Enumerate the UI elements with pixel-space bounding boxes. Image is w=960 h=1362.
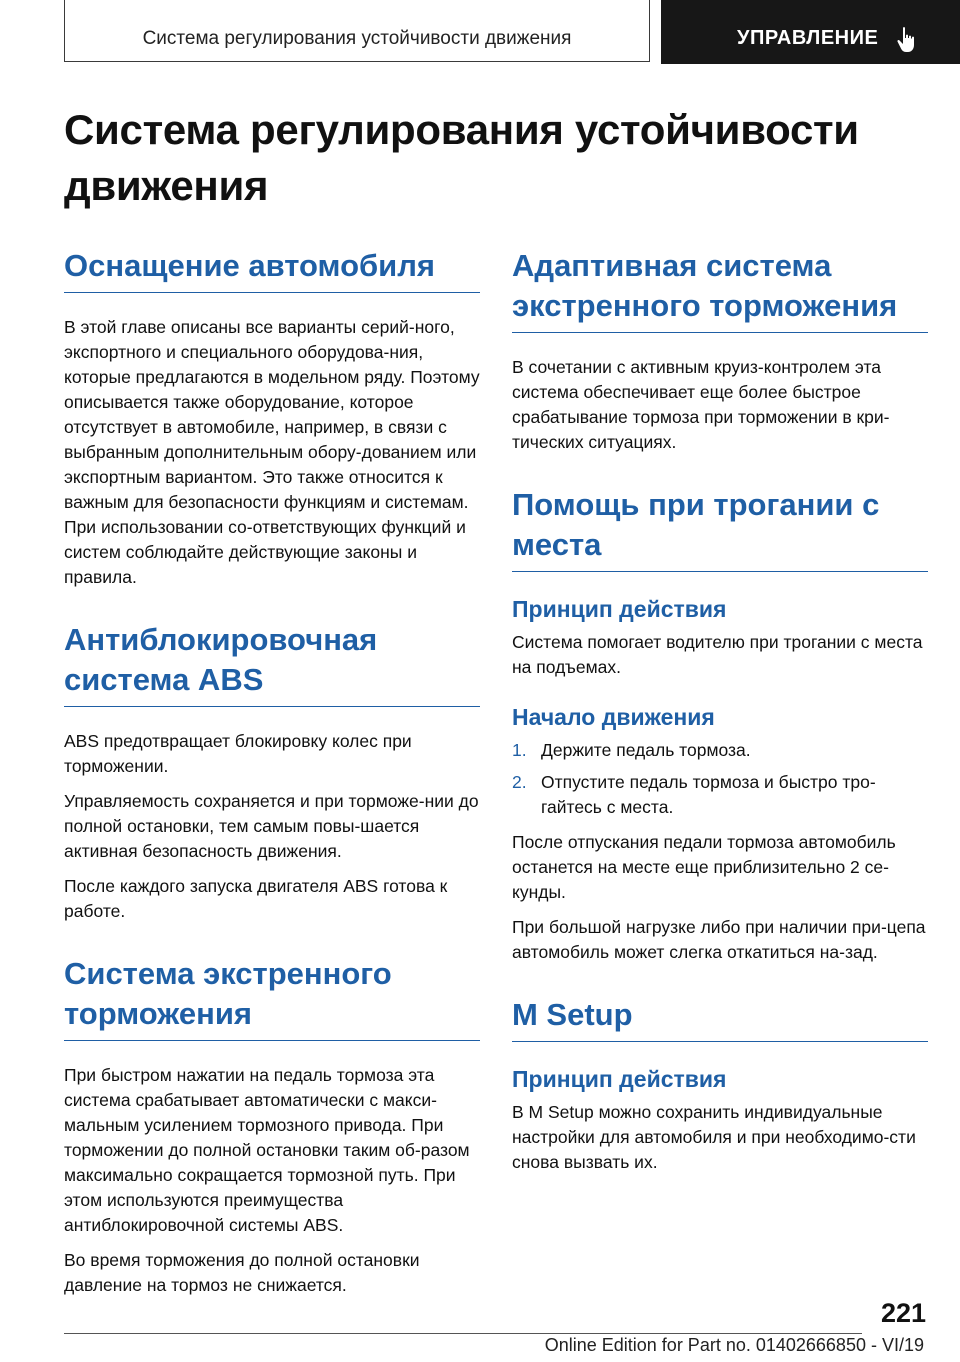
list-item: [512, 770, 928, 820]
adaptive-brake-text: В сочетании с активным круиз-контролем эта система обеспечивает еще более быстрое срабатывание тормоза при торможении в кри-тических ситуациях.: [512, 357, 890, 452]
start-steps-list: [512, 738, 928, 820]
heading-adaptive-brake: Адаптивная система экстренного торможения: [512, 246, 928, 333]
page-title: Система регулирования устойчивости движения: [64, 106, 859, 209]
subheading-hill-principle: Принцип действия: [512, 596, 727, 622]
emergency-brake-text-2: Во время торможения до полной остановки давление на тормоз не снижается.: [64, 1250, 420, 1295]
hill-start-text-1: После отпускания педали тормоза автомобиль останется на месте еще приблизительно 2 се-кунды.: [512, 832, 896, 902]
hill-principle-text: Система помогает водителю при трогании с места на подъемах.: [512, 632, 923, 677]
header-section-frame: [64, 0, 650, 62]
footer-divider: [64, 1333, 862, 1334]
hill-start-text-2: При большой нагрузке либо при наличии при-цепа автомобиль может слегка откатиться на-зад.: [512, 917, 926, 962]
emergency-brake-text-1: При быстром нажатии на педаль тормоза эта система срабатывает автоматически с макси-мальным усилением тормозного привода. При торможении до полной остановки таким об-разом максимально сокращается тормозной путь. При этом используются преимущества антиблокировочной системы ABS.: [64, 1065, 470, 1235]
step-number: 1.: [512, 740, 527, 760]
heading-hill-start: Помощь при трогании с места: [512, 485, 928, 572]
footer-edition-text: Online Edition for Part no. 01402666850 - VI/19: [544, 1335, 924, 1355]
subheading-start-driving: Начало движения: [512, 704, 715, 730]
left-column: [64, 246, 480, 1308]
right-column: [512, 246, 928, 1185]
list-item: [512, 738, 928, 763]
header-section-title: Система регулирования устойчивости движения: [142, 28, 572, 49]
abs-text-1: ABS предотвращает блокировку колес при торможении.: [64, 731, 412, 776]
abs-text-2: Управляемость сохраняется и при торможе-нии до полной остановки, тем самым повы-шается активная безопасность движения.: [64, 791, 479, 861]
header-chapter-label: УПРАВЛЕНИЕ: [737, 27, 879, 49]
step-number: 2.: [512, 772, 527, 792]
equipment-text: В этой главе описаны все варианты серий-ного, экспортного и специального оборудова-ния, которые предлагаются в модельном ряду. Поэтому описывается также оборудование, которое отсутствует в автомобиле, например, в связи с выбранным дополнительным обору-дованием или экспортным вариантом. Это также относится к важным для безопасности функциям и системам. При использовании со-ответствующих функций и систем соблюдайте действующие законы и правила.: [64, 317, 480, 587]
hand-pointer-icon: [896, 26, 920, 54]
heading-abs: Антиблокировочная система ABS: [64, 620, 480, 707]
msetup-text: В M Setup можно сохранить индивидуальные настройки для автомобиля и при необходимо-сти снова вызвать их.: [512, 1102, 916, 1172]
page-number: 221: [880, 1298, 926, 1328]
subheading-msetup-principle: Принцип действия: [512, 1066, 727, 1092]
step-text: Отпустите педаль тормоза и быстро тро-гайтесь с места.: [541, 772, 876, 817]
heading-equipment: Оснащение автомобиля: [64, 246, 480, 293]
heading-msetup: M Setup: [512, 995, 928, 1042]
abs-text-3: После каждого запуска двигателя ABS готова к работе.: [64, 876, 448, 921]
step-text: Держите педаль тормоза.: [541, 740, 751, 760]
heading-emergency-brake: Система экстренного торможения: [64, 954, 480, 1041]
